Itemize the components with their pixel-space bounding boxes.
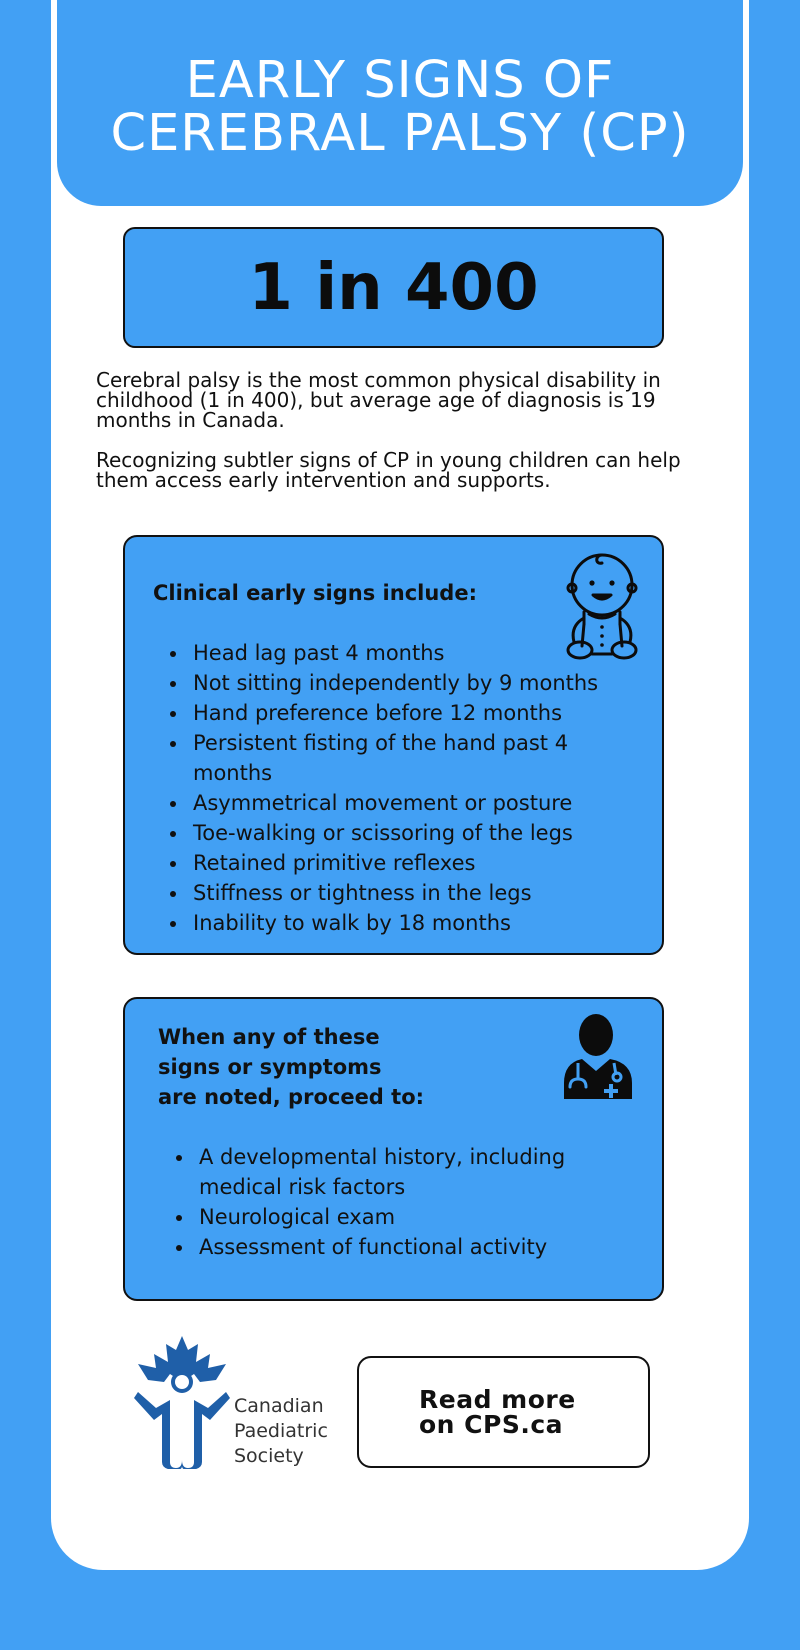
read-more-label-line-1: Read more: [419, 1385, 576, 1414]
intro-paragraph-1: Cerebral palsy is the most common physical disability in childhood (1 in 400), but average age of diagnosis is 19 months in Canada.: [96, 368, 661, 432]
intro-paragraph-2: Recognizing subtler signs of CP in young children can help them access early intervention and supports.: [96, 448, 681, 492]
proceed-heading: [158, 1022, 448, 1112]
logo-text-line-2: Paediatric: [234, 1420, 328, 1442]
list-item: • Assessment of functional activity: [195, 1232, 625, 1262]
proceed-heading-line-2: signs or symptoms: [158, 1055, 382, 1079]
list-item: • Not sitting independently by 9 months: [189, 668, 634, 698]
clinical-signs-heading: Clinical early signs include:: [153, 581, 477, 605]
page-title-line-2: CEREBRAL PALSY (CP): [110, 104, 690, 163]
cps-logo[interactable]: [130, 1334, 350, 1469]
doctor-icon: [560, 1013, 640, 1103]
stat-value: 1 in 400: [248, 250, 539, 325]
logo-wordmark: [234, 1394, 328, 1469]
proceed-heading-line-3: are noted, proceed to:: [158, 1085, 425, 1109]
page-title-line-1: EARLY SIGNS OF: [185, 51, 615, 110]
read-more-button[interactable]: [357, 1356, 650, 1468]
list-item: • Head lag past 4 months: [189, 638, 634, 668]
logo-text-line-1: Canadian: [234, 1395, 324, 1417]
logo-text-line-3: Society: [234, 1445, 304, 1467]
header-banner: [57, 0, 743, 206]
proceed-panel: [123, 997, 664, 1301]
stat-box: [123, 227, 664, 348]
list-item: • Stiffness or tightness in the legs: [189, 878, 634, 908]
proceed-heading-line-1: When any of these: [158, 1025, 380, 1049]
clinical-signs-list: [165, 638, 634, 938]
proceed-list: [171, 1142, 625, 1262]
maple-leaf-child-icon: [130, 1334, 234, 1469]
list-item: • Hand preference before 12 months: [189, 698, 634, 728]
list-item: • Toe-walking or scissoring of the legs: [189, 818, 634, 848]
list-item: • Retained primitive reflexes: [189, 848, 634, 878]
header: [51, 0, 749, 212]
list-item: • Inability to walk by 18 months: [189, 908, 634, 938]
intro-text: [96, 370, 716, 510]
read-more-label-line-2: on CPS.ca: [419, 1410, 564, 1439]
clinical-signs-panel: [123, 535, 664, 955]
list-item: • Persistent fisting of the hand past 4 months: [189, 728, 634, 788]
list-item: • Neurological exam: [195, 1202, 625, 1232]
list-item: • Asymmetrical movement or posture: [189, 788, 634, 818]
list-item: • A developmental history, including medical risk factors: [195, 1142, 625, 1202]
